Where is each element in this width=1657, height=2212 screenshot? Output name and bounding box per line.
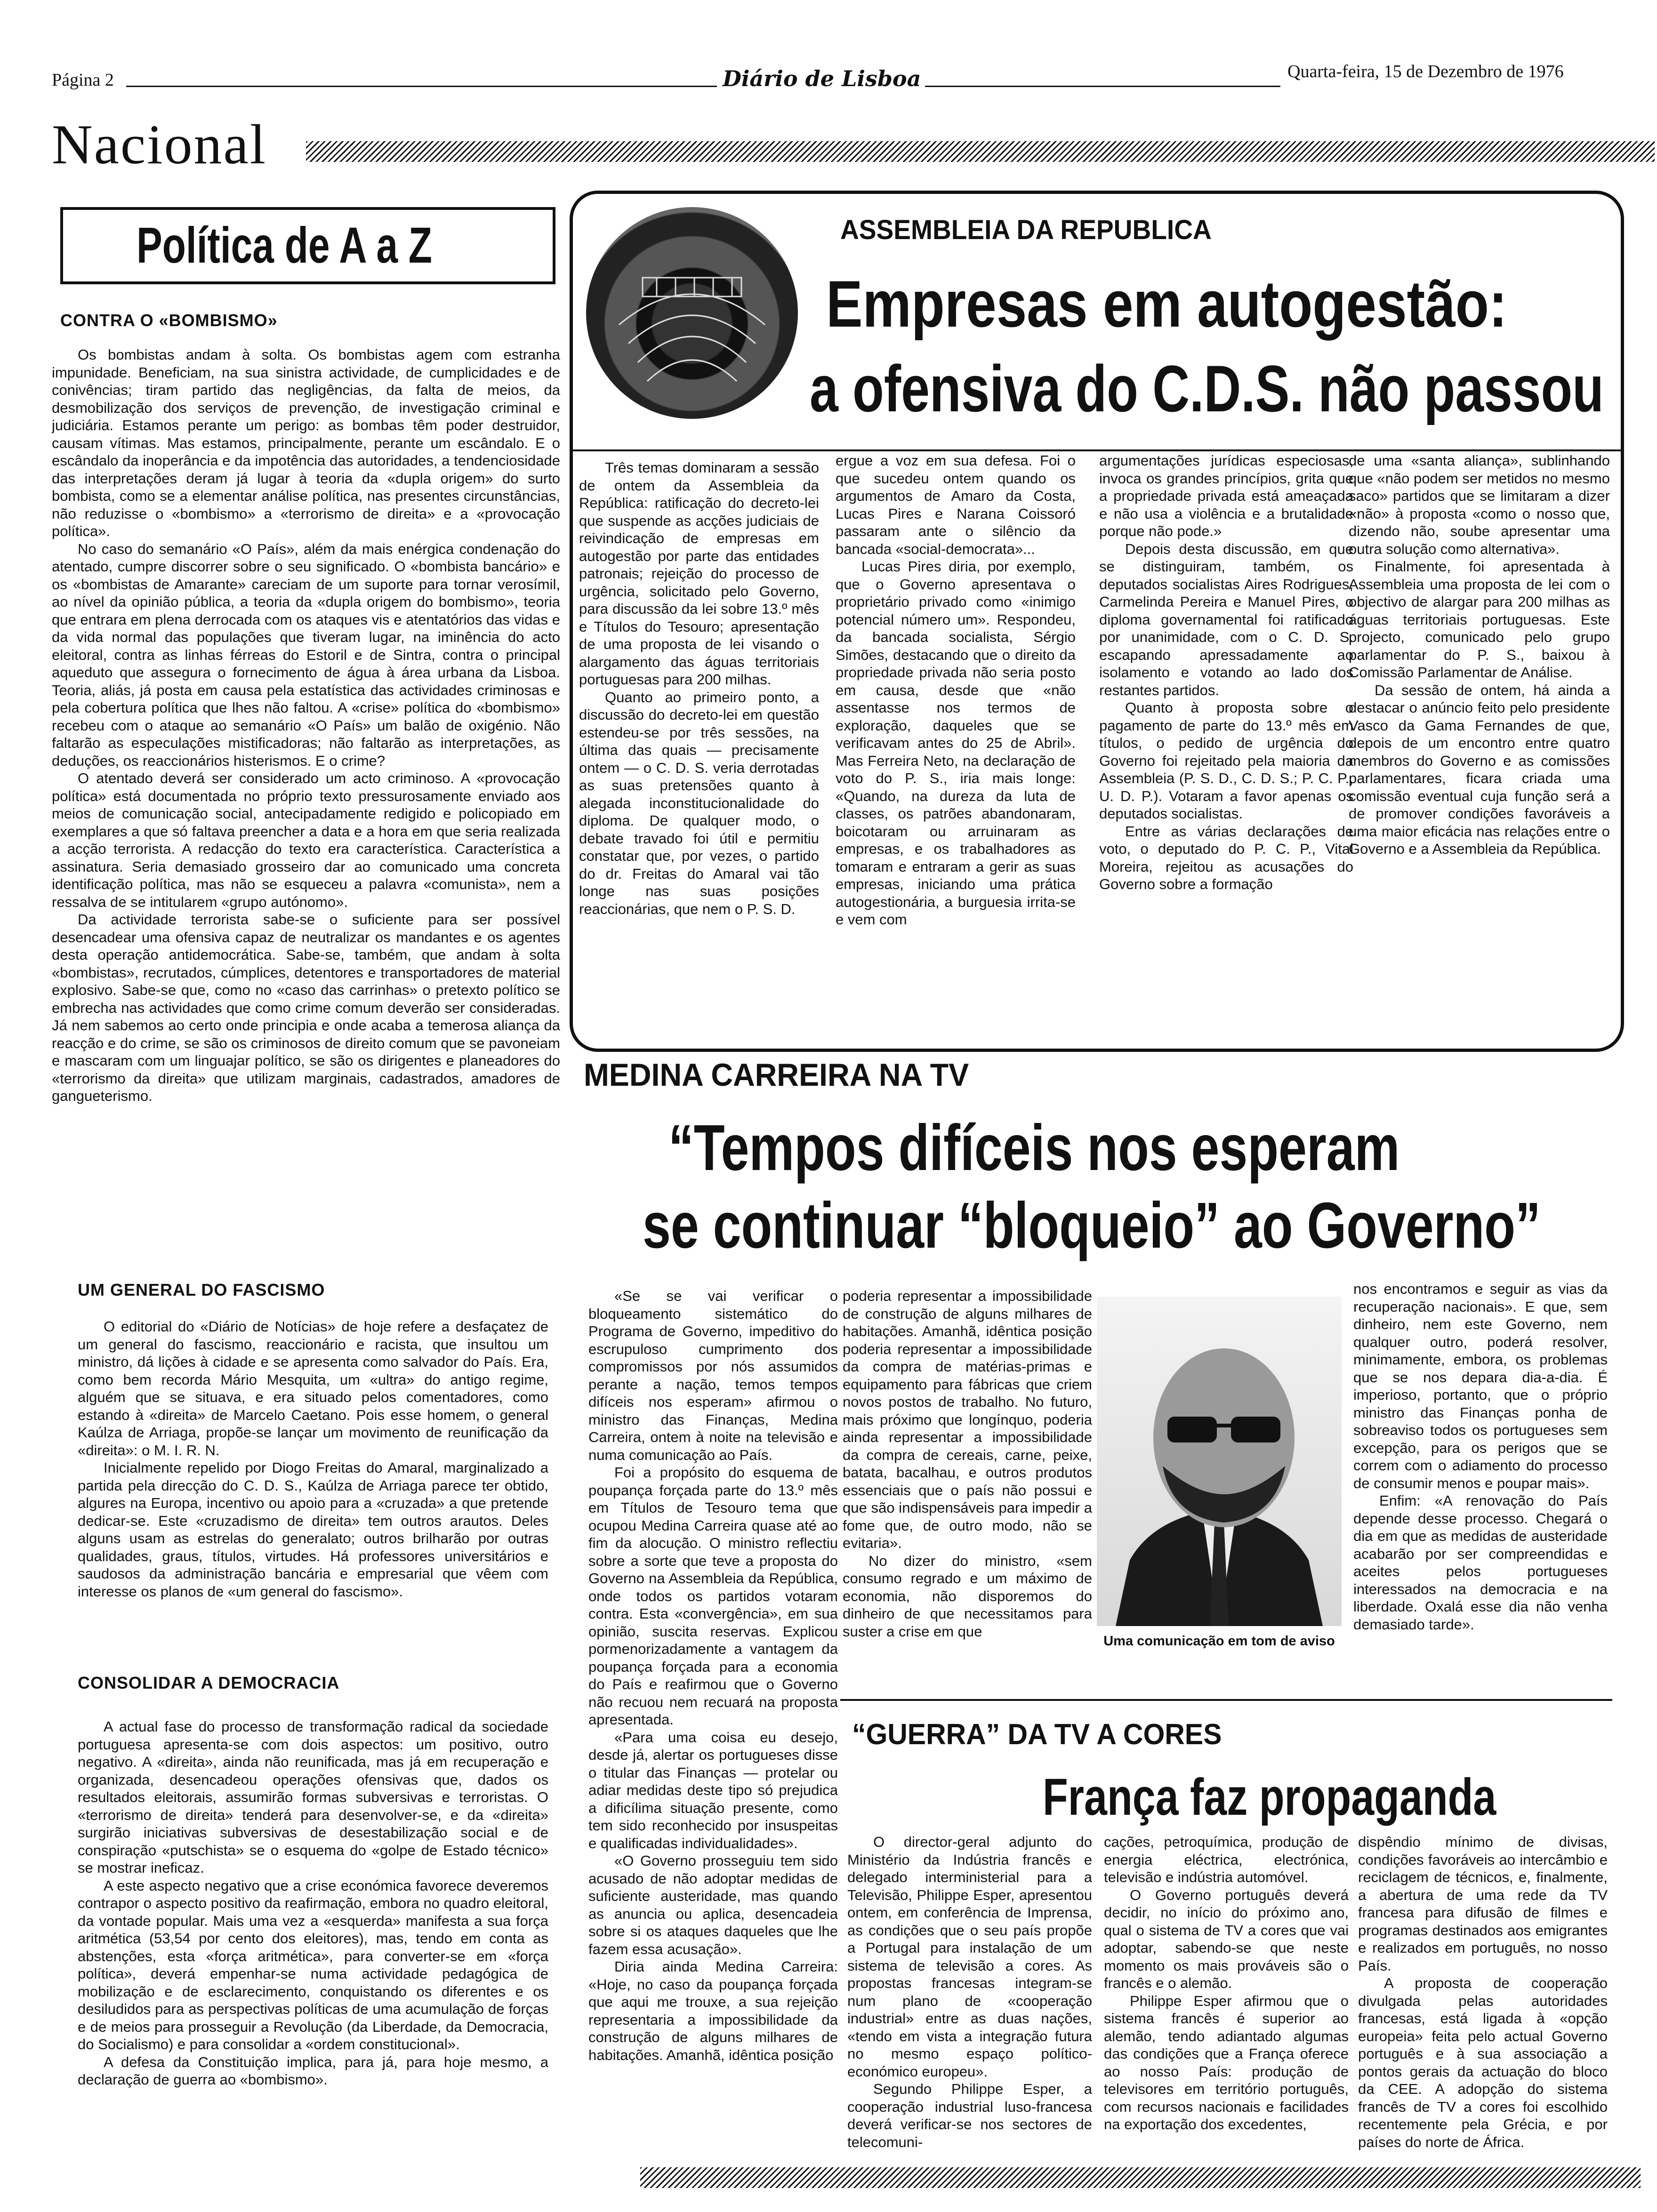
medina-headline-1: “Tempos difíceis nos esperam xyxy=(668,1112,1400,1184)
franca-col-2: cações, petroquímica, produção de energia eléctrica, electrónica, televisão e indústria automóvel. O Governo português deverá decidir, no início do próximo ano, qual o sistema de TV a cores que vai adoptar, sabendo-se que neste momento os mais prováveis são o francês e o alemão. Philippe Esper afirmou que o sistema francês é superior ao alemão, tendo adiantado algumas das condições que a França oferece ao nosso País: produção de televisores em território português, com recursos nacionais e facilidades na exportação dos excedentes, xyxy=(1104,1834,1349,2132)
masthead: Diário de Lisboa xyxy=(723,66,921,91)
assembleia-headline-2: a ofensiva do C.D.S. não passou xyxy=(810,352,1604,425)
politica-box-title: Política de A a Z xyxy=(137,216,432,273)
issue-date: Quarta-feira, 15 de Dezembro de 1976 xyxy=(1287,62,1564,81)
medina-col-1: «Se se vai verificar o bloqueamento sistemático do Programa de Governo, impeditivo do escrupuloso cumprimento dos compromissos por nós assumidos perante a nação, temos tempos difíceis nos esperam» afirmou o ministro das Finanças, Medina Carreira, ontem à noite na televisão e numa comunicação ao País. Foi a propósito do esquema de poupança forçada parte do 13.º mês em Títulos de Tesouro tema que ocupou Medina Carreira quase até ao fim da alocução. O ministro reflectiu sobre a sorte que teve a proposta do Governo na Assembleia da República, onde todos os partidos votaram contra. Esta «convergência», em sua opinião, suscita reservas. Explicou pormenorizadamente a vantagem da poupança forçada para a economia do País e reafirmou que o Governo não recuou nem recuará na proposta apresentada. «Para uma coisa eu desejo, desde já, alertar os portugueses disse o titular das Finanças — protelar ou adiar medidas deste tipo só prejudica a dificílima situação presente, como tem sido reconhecido por insuspeitas e qualificadas individualidades». «O Governo prosseguiu tem sido acusado de não adoptar medidas de suficiente austeridade, mas quando as anuncia ou aplica, desencadeia sobre si os ataques daqueles que lhe fazem essa acusação». Diria ainda Medina Carreira: «Hoje, no caso da poupança forçada que aqui me trouxe, a sua rejeição representaria a impossibilidade da construção de alguns milhares de habitações. Amanhã, idêntica posição xyxy=(588,1288,838,2063)
heading-contra-bombismo: CONTRA O «BOMBISMO» xyxy=(60,311,278,330)
assembleia-col-2: ergue a voz em sua defesa. Foi o que sucedeu ontem quando os argumentos de Amaro da Costa, Lucas Pires e Narana Coissoró passaram ante o silêncio da bancada «social-democrata»... Lucas Pires diria, por exemplo, que o Governo apresentava o proprietário privado como «inimigo potencial número um». Respondeu, da bancada socialista, Sérgio Simões, destacando que o direito da propriedade privada não seria posto em causa, desde que «não assentasse nos termos de exploração, daqueles que se verificavam antes do 25 de Abril». Mas Ferreira Neto, na declaração de voto do P. S., iria mais longe: «Quando, na dureza da luta de classes, os patrões abandonaram, boicotaram ou arruinaram as empresas, e os trabalhadores as tomaram e entraram a gerir as suas empresas, iniciando uma prática autogestionária, a burguesia irrita-se e vem com xyxy=(836,452,1076,928)
article-general-fascismo: O editorial do «Diário de Notícias» de hoje refere a desfaçatez de um general do fascismo, reaccionário e racista, que insultou um ministro, dá lições à cidade e se apresenta como salvador do País. Era, como bem recorda Mário Mesquita, um «ultra» do antigo regime, alguém que se situava, e era situado pelos comentadores, como estando à «direita» de Marcelo Caetano. Pois esse homem, o general Kaúlza de Arriaga, propõe-se lançar um movimento de reunificação da «direita»: o M. I. R. N. Inicialmente repelido por Diogo Freitas do Amaral, marginalizado a partida pela direcção do C. D. S., Kaúlza de Arriaga parece ter obtido, algures na Europa, incentivo ou apoio para a «cruzada» a que pretende dedicar-se. Este «cruzadismo de direita» tem outros arautos. Deles alguns usam as estrelas do generalato; outros brilharão por outras qualidades, graus, títulos, virtudes. Há professores universitários e saudosos da administração bancária e empresarial que vêem com interesse os planos de «um general do fascismo». xyxy=(78,1318,548,1600)
parliament-chamber-image xyxy=(586,207,798,419)
heading-general-fascismo: UM GENERAL DO FASCISMO xyxy=(78,1280,325,1299)
assembleia-kicker: ASSEMBLEIA DA REPUBLICA xyxy=(840,215,1212,245)
medina-carreira-photo xyxy=(1097,1297,1342,1626)
medina-col-3: nos encontramos e seguir as vias da recuperação nacionais». E que, sem dinheiro, nem este Governo, nem qualquer outro, poderá resolver, minimamente, embora, os problemas que se nos depara dia-a-dia. É imperioso, portanto, que o próprio ministro das Finanças ponha de sobreaviso todos os portugueses sem excepção, para os perigos que se correm com o adiamento do processo de consumir menos e poupar mais». Enfim: «A renovação do País depende desse processo. Chegará o dia em que as medidas de austeridade acabarão por ser compreendidas e aceites pelos portugueses interessados na democracia e na liberdade. Oxalá esse dia não venha demasiado tarde». xyxy=(1353,1281,1608,1633)
franca-rule xyxy=(840,1699,1612,1701)
medina-portrait xyxy=(1097,1297,1342,1626)
medina-headline-2: se continuar “bloqueio” ao Governo” xyxy=(643,1189,1541,1262)
franca-headline: França faz propaganda xyxy=(1043,1768,1496,1826)
assembleia-col-1: Três temas dominaram a sessão de ontem da Assembleia da República: ratificação do decreto-lei que suspende as acções judiciais de reivindicação de empresas em autogestão por parte das entidades patronais; rejeição do processo de urgência, solicitado pelo Governo, para discussão da lei sobre 13.º mês e Títulos do Tesouro; apresentação de uma proposta de lei visando o alargamento das águas territoriais portuguesas para 200 milhas. Quanto ao primeiro ponto, a discussão do decreto-lei em questão estendeu-se por três sessões, na última das quais — precisamente ontem — o C. D. S. veria derrotadas as suas pretensões quanto à alegada inconstitucionalidade do diploma. De qualquer modo, o debate travado foi útil e permitiu constatar que, por vezes, o partido do dr. Freitas do Amaral vai tão longe nas suas posições reaccionárias, que nem o P. S. D. xyxy=(579,459,819,917)
medina-kicker: MEDINA CARREIRA NA TV xyxy=(584,1057,969,1093)
medina-photo-caption: Uma comunicação em tom de aviso xyxy=(1103,1634,1335,1649)
page-number: Página 2 xyxy=(52,70,114,90)
franca-col-1: O director-geral adjunto do Ministério da Indústria francês e delegado interministerial para a Televisão, Philippe Esper, apresentou ontem, em conferência de Imprensa, as condições que o seu país propõe a Portugal para instalação de um sistema de televisão a cores. As propostas francesas integram-se num plano de «cooperação industrial» entre as duas nações, «tendo em vista a integração futura no mesmo espaço político-económico europeu». Segundo Philippe Esper, a cooperação industrial luso-francesa deverá verificar-se nos sectores de telecomuni- xyxy=(847,1834,1092,2150)
header-rule-left xyxy=(126,86,717,87)
assembleia-headline-1: Empresas em autogestão: xyxy=(826,267,1507,341)
medina-col-2: poderia representar a impossibilidade de construção de alguns milhares de habitações. Amanhã, idêntica posição poderia representar a impossibilidade da compra de matérias-primas e equipamento para fábricas que criem novos postos de trabalho. No futuro, mais próximo que longínquo, poderia ainda representar a impossibilidade da compra de cereais, carne, peixe, batata, bacalhau, e outros produtos essenciais que o país não possui e que são indispensáveis para impedir a fome que, de outro modo, não se evitaria». No dizer do ministro, «sem consumo regrado e um máximo de economia, não disporemos do dinheiro de que necessitamos para suster a crise em que xyxy=(843,1288,1092,1640)
franca-col-3: dispêndio mínimo de divisas, condições favoráveis ao intercâmbio e reciclagem de técnicos, e, finalmente, a abertura de uma rede da TV francesa para difusão de filmes e programas destinados aos emigrantes e realizados em português, no nosso País. A proposta de cooperação divulgada pelas autoridades francesas, está ligada à «opção europeia» feita pelo actual Governo português e à sua associação a pontos gerais da actuação do bloco da CEE. A adopção do sistema francês de TV a cores foi escolhido recentemente pela Grécia, e por países do norte de África. xyxy=(1358,1834,1608,2150)
section-hatch-rule xyxy=(306,141,1655,162)
heading-consolidar-democracia: CONSOLIDAR A DEMOCRACIA xyxy=(78,1673,340,1692)
header-rule-right xyxy=(925,86,1280,87)
footer-hatch-rule xyxy=(640,2167,1641,2188)
article-consolidar-democracia: A actual fase do processo de transformação radical da sociedade portuguesa apresenta-se com dois aspectos: um positivo, outro negativo. A «direita», ainda não reunificada, mas já em recuperação e organizada, desencadeou operações ofensivas que, dados os resultados eleitorais, assumirão formas subversivas e terroristas. O «terrorismo de direita» tenderá para desenvolver-se, e da «direita» surgirão iniciativas subversivas de desestabilização social e de conspiração «putschista» se o esquema do «golpe de Estado técnico» se mostrar ineficaz. A este aspecto negativo que a crise económica favorece deveremos contrapor o aspecto positivo da reafirmação, embora no quadro eleitoral, da vontade popular. Mais uma vez a «esquerda» manifesta a sua força aritmética (53,54 por cento dos eleitores), mas, tendo em conta as abstenções, esta «força aritmética», para converter-se em «força política», deverá empenhar-se numa actividade pedagógica de mobilização e de esclarecimento, conquistando os diferentes e os desiludidos para as perspectivas políticas de uma acumulação de forças e de meios para prosseguir a Revolução (da Liberdade, da Democracia, do Socialismo) e para consolidar a «ordem constitucional». A defesa da Constituição implica, para já, para hoje mesmo, a declaração de guerra ao «bombismo». xyxy=(78,1718,548,2088)
assembleia-photo xyxy=(586,207,798,419)
article-contra-bombismo: Os bombistas andam à solta. Os bombistas agem com estranha impunidade. Beneficiam, na sua sinistra actividade, de cumplicidades e de conivências; tiram partido das negligências, da falta de meios, da desmobilização dos serviços de prevenção, de investigação criminal e judiciária. Estamos perante um perigo: as bombas têm poder destruidor, causam vítimas. Mas estamos, principalmente, perante um escândalo. E o escândalo da inoperância e da impotência das autoridades, a tendenciosidade das interpretações deram já lugar à teoria da «dupla origem» do surto bombista, como se a elementar análise política, nas presentes circunstâncias, não reduzisse o «bombismo» a «terrorismo de direita» e a «provocação política». No caso do semanário «O País», além da mais enérgica condenação do atentado, cumpre discorrer sobre o seu significado. O «bombista bancário» e os «bombistas de Amarante» careciam de um suporte para tornar verosímil, ao nível da opinião pública, a teoria da «dupla origem do bombismo», teoria que entrara em plena derrocada com os ataques vis e atentatórios das vidas e da vida normal das populações que tiveram lugar, na iminência do acto eleitoral, contra as linhas férreas do Estoril e de Sintra, contra o principal aqueduto que assegura o fornecimento de água à área urbana da Lisboa. Teoria, aliás, já posta em causa pela estatística das actividades criminosas e pela cobertura política que lhes não faltou. A «crise» política do «bombismo» recebeu com o ataque ao semanário «O País» um balão de oxigénio. Não faltarão as especulações mistificadoras; não faltarão as interpretações, as deduções, os reaccionários histerismos. E o crime? O atentado deverá ser considerado um acto criminoso. A «provocação política» está documentada no próprio texto pressurosamente enviado aos meios de comunicação social, antecipadamente redigido e policopiado em exemplares a que só faltava preencher a data e a hora em que seria realizada a acção terrorista. A redacção do texto era característica. Característica a assinatura. Seria demasiado grosseiro dar ao comunicado uma concreta identificação política, mas não se esqueceu a palavra «comunista», nem a ressalva de se intitularem «grupo autónomo». Da actividade terrorista sabe-se o suficiente para ser possível desencadear uma ofensiva capaz de neutralizar os mandantes e os agentes desta operação antidemocrática. Sabe-se, também, que andam à solta «bombistas», recrutados, cúmplices, detentores e transportadores de material explosivo. Sabe-se que, como no «caso das carrinhas» o pretexto político se embrecha nas actividades que como crime comum deverão ser consideradas. Já nem sabemos ao certo onde principia e onde acaba a temerosa aliança da reacção e do crime, se são os criminosos de direito comum que se pavoneiam e mascaram com um linguajar político, se são os dirigentes e planeadores do «terrorismo da direita» que utilizam marginais, cadastrados, amadores de gangueterismo. xyxy=(52,346,560,1104)
assembleia-col-4: de uma «santa aliança», sublinhando que «não podem ser metidos no mesmo saco» partidos que se limitaram a dizer «não» à proposta «como o nosso que, dizendo não, soube apresentar uma outra solução como alternativa». Finalmente, foi apresentada à Assembleia uma proposta de lei com o objectivo de alargar para 200 milhas as águas territoriais portuguesas. Este projecto, comunicado pelo grupo parlamentar do P. S., baixou à Comissão Parlamentar de Análise. Da sessão de ontem, há ainda a destacar o anúncio feito pelo presidente Vasco da Gama Fernandes de que, depois de um encontro entre quatro membros do Governo e as comissões parlamentares, ficara criada uma comissão eventual cuja função será a de promover condições favoráveis a uma maior eficácia nas relações entre o Governo e a Assembleia da República. xyxy=(1349,452,1610,857)
franca-kicker: “GUERRA” DA TV A CORES xyxy=(852,1718,1222,1751)
assembleia-rule xyxy=(570,449,1624,451)
assembleia-col-3: argumentações jurídicas especiosas, invoca os grandes princípios, grita que a propriedade privada está ameaçada e não usa a violência e a brutalidade porque não pode.» Depois desta discussão, em que se distinguiram, também, os deputados socialistas Aires Rodrigues, Carmelinda Pereira e Manuel Pires, o diploma governamental foi ratificado por unanimidade, com o C. D. S. escapando apressadamente ao isolamento e votando ao lado dos restantes partidos. Quanto à proposta sobre o pagamento de parte do 13.º mês em títulos, o pedido de urgência do Governo foi rejeitado pela maioria da Assembleia (P. S. D., C. D. S.; P. C. P., U. D. P.). Votaram a favor apenas os deputados socialistas. Entre as várias declarações de voto, o deputado do P. C. P., Vital Moreira, rejeitou as acusações do Governo sobre a formação xyxy=(1099,452,1353,892)
section-title: Nacional xyxy=(52,113,267,176)
